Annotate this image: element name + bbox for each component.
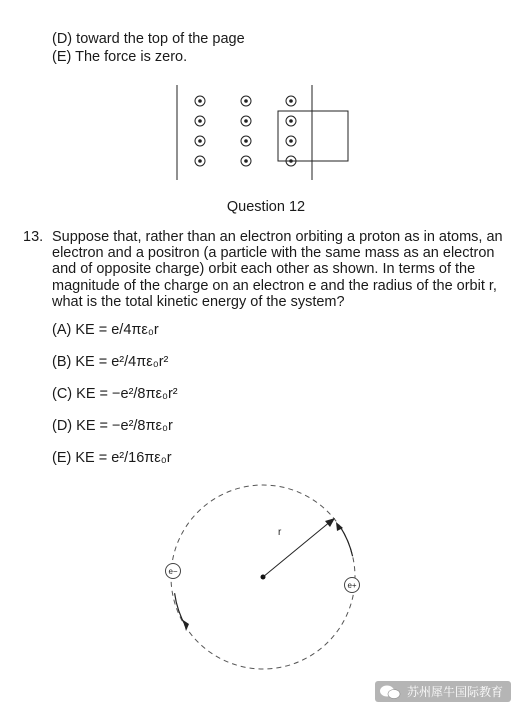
positron-motion-arrow <box>340 527 352 556</box>
option-label: (D) <box>52 31 73 47</box>
option-label: (A) <box>52 322 72 338</box>
chat-bubbles-icon <box>379 684 401 700</box>
option-text: KE = e²/4πε₀r² <box>75 354 169 370</box>
option-text: The force is zero. <box>75 49 188 65</box>
radius-arrowhead-icon <box>325 518 335 527</box>
option-text: toward the top of the page <box>76 31 245 47</box>
option-label: (D) <box>52 418 73 434</box>
radius-line <box>263 521 331 577</box>
question-text: Suppose that, rather than an electron orbiting a proton as in atoms, an electron and a positron (a particle with the same mass as an electron and of opposite charge) orbit each other as shown. In terms of the magnitude of the charge on an electron e and the radius of the orbit r, what is the total kinetic energy of the system? <box>52 229 503 310</box>
option-label: (C) <box>52 386 73 402</box>
option-text: KE = e²/16πε₀r <box>75 450 172 466</box>
option-label: (E) <box>52 450 72 466</box>
positron-label: e+ <box>347 581 357 590</box>
figure-caption: Question 12 <box>226 199 306 215</box>
option-text: KE = −e²/8πε₀r² <box>76 386 178 402</box>
electron-arrowhead-icon <box>183 620 189 631</box>
option-label: (B) <box>52 354 72 370</box>
option-text: KE = e/4πε₀r <box>75 322 159 338</box>
option-text: KE = −e²/8πε₀r <box>76 418 173 434</box>
watermark <box>375 681 511 702</box>
radius-label: r <box>278 527 282 538</box>
electron-label: e− <box>168 567 178 576</box>
option-label: (E) <box>52 49 72 65</box>
question-number: 13. <box>23 229 44 245</box>
watermark-text: 苏州犀牛国际教育 <box>407 685 504 699</box>
